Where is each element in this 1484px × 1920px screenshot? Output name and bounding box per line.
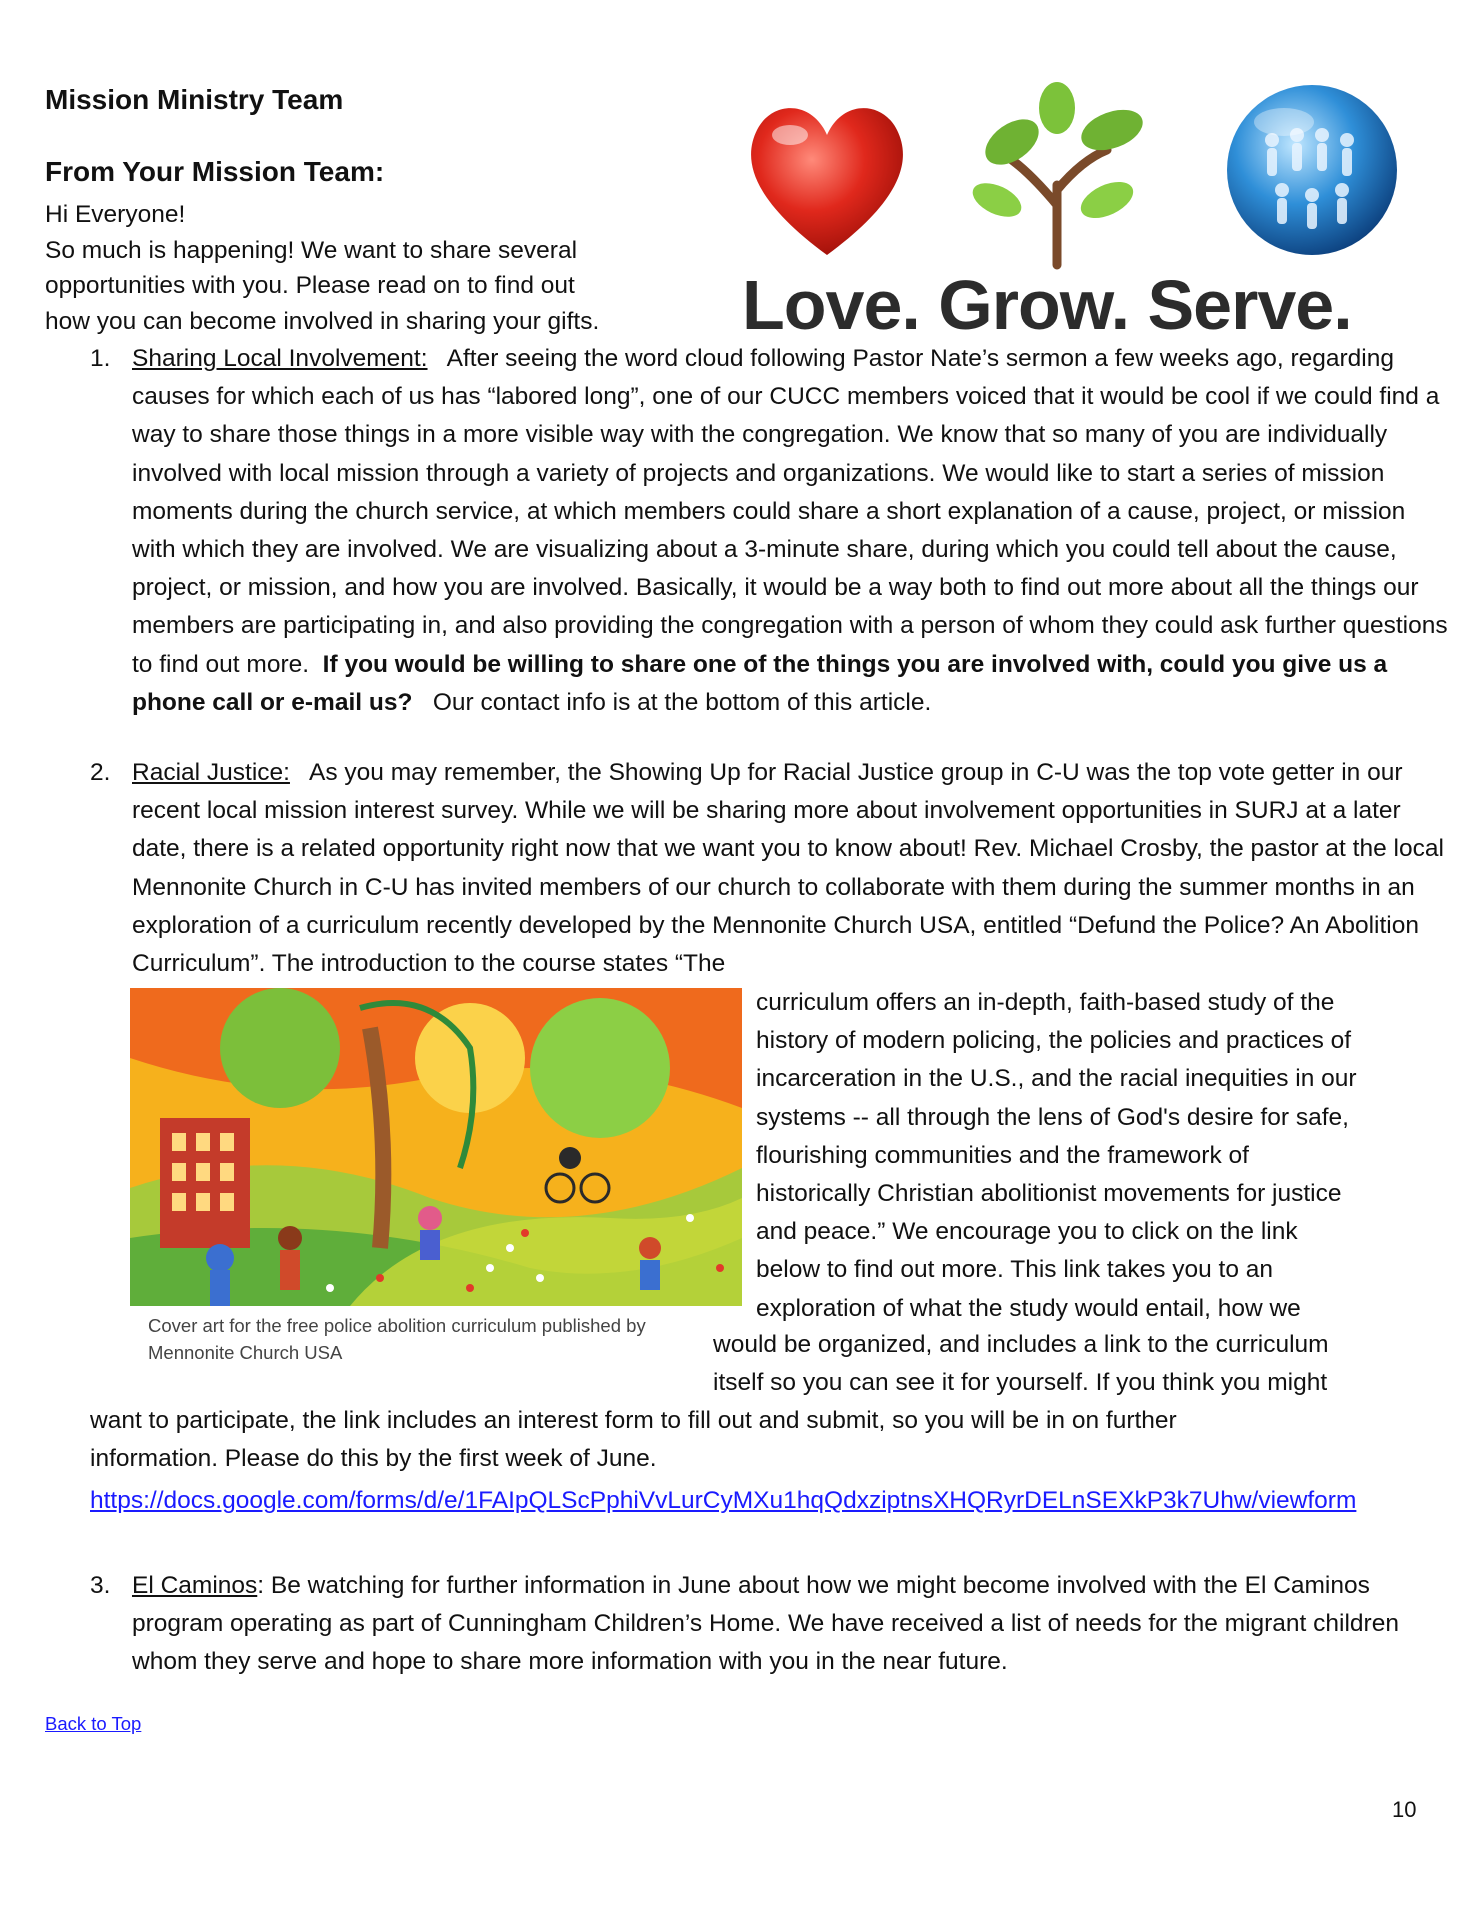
- wrapped-line: want to participate, the link includes an interest form to fill out and submit, so you will be in on further: [90, 1407, 1177, 1434]
- banner-icons: [712, 80, 1402, 270]
- wrapped-text-block: [713, 1326, 1453, 1402]
- wrapped-line: and peace.” We encourage you to click on the link: [756, 1218, 1298, 1246]
- item-tail: Our contact info is at the bottom of this article.: [432, 688, 932, 716]
- team-subheading: From Your Mission Team:: [45, 156, 385, 187]
- wrapped-text-block: [90, 1402, 1450, 1478]
- wrapped-line: historically Christian abolitionist movements for justice: [756, 1180, 1342, 1208]
- interest-form-link[interactable]: https://docs.google.com/forms/d/e/1FAIpQLScPphiVvLurCyMXu1hqQdxziptnsXHQRyrDELnSEXkP3k7Uhw/viewform: [90, 1487, 1357, 1514]
- list-item: [90, 754, 1450, 983]
- back-to-top-link[interactable]: Back to Top: [45, 1713, 142, 1734]
- item-content: [132, 1567, 1450, 1682]
- wrapped-line: information. Please do this by the first week of June.: [90, 1445, 657, 1473]
- sprout-icon: [968, 82, 1149, 265]
- item-text: : Be watching for further information in June about how we might become involved with the El Caminos program operating as part of Cunningham Children’s Home. We have received a list of needs for the migrant children whom they serve and hope to share more information with you in the near future.: [132, 1572, 1399, 1676]
- intro-paragraph: [45, 197, 685, 339]
- item-text: As you may remember, the Showing Up for Racial Justice group in C-U was the top vote getter in our recent local mission interest survey. While we will be sharing more about involvement opportunities in SURJ at a later date, there is a related opportunity right now that we want you to know about! Rev. Michael Crosby, the pastor at the local Mennonite Church in C-U has invited members of our church to collaborate with them during the summer months in an exploration of a curriculum recently developed by the Mennonite Church USA, entitled “Defund the Police? An Abolition Curriculum”. The introduction to the course states “The: [132, 759, 1444, 978]
- list-item: [90, 340, 1450, 722]
- wrapped-line: history of modern policing, the policies and practices of: [756, 1027, 1352, 1055]
- intro-line: how you can become involved in sharing your gifts.: [45, 307, 600, 335]
- wrapped-line: exploration of what the study would entail, how we: [756, 1294, 1301, 1322]
- wrapped-line: flourishing communities and the framework of: [756, 1141, 1249, 1169]
- image-caption: Cover art for the free police abolition curriculum published by Mennonite Church USA: [148, 1315, 646, 1363]
- wrapped-line: incarceration in the U.S., and the racial inequities in our: [756, 1065, 1357, 1093]
- item-title: Racial Justice:: [132, 759, 290, 786]
- page-number: 10: [1392, 1797, 1417, 1822]
- item-number: 2.: [90, 759, 111, 786]
- wrapped-line: would be organized, and includes a link to the curriculum: [713, 1331, 1329, 1358]
- wrapped-text-block: [756, 984, 1456, 1328]
- wrapped-line: itself so you can see it for yourself. If you think you might: [713, 1369, 1328, 1397]
- item-title: Sharing Local Involvement:: [132, 345, 428, 372]
- globe-people-icon: [1227, 85, 1397, 255]
- wrapped-line: systems -- all through the lens of God's desire for safe,: [756, 1103, 1349, 1131]
- heart-icon: [751, 108, 903, 255]
- item-number: 3.: [90, 1572, 111, 1599]
- item-content: [132, 340, 1450, 722]
- item-content: [132, 754, 1450, 983]
- love-grow-serve-banner: [712, 80, 1402, 344]
- list-item: [90, 1567, 1450, 1682]
- intro-line: So much is happening! We want to share several: [45, 236, 578, 264]
- item-title: El Caminos: [132, 1572, 258, 1599]
- item-number: 1.: [90, 345, 111, 372]
- banner-tagline: Love. Grow. Serve.: [742, 266, 1352, 344]
- intro-line: Hi Everyone!: [45, 201, 186, 228]
- curriculum-cover-art: [130, 988, 742, 1306]
- section-heading: Mission Ministry Team: [45, 84, 344, 115]
- item-bold-request: If you would be willing to share one of the things you are involved with, could you give us a phone call or e-mail us?: [132, 650, 1388, 716]
- intro-line: opportunities with you. Please read on to find out: [45, 272, 575, 299]
- cover-art-illustration: [130, 988, 742, 1306]
- wrapped-line: below to find out more. This link takes you to an: [756, 1256, 1274, 1284]
- wrapped-line: curriculum offers an in-depth, faith-based study of the: [756, 989, 1335, 1016]
- item-text: After seeing the word cloud following Pastor Nate’s sermon a few weeks ago, regarding causes for which each of us has “labored long”, one of our CUCC members voiced that it would be cool if we could find a way to share those things in a more visible way with the congregation. We know that so many of you are individually involved with local mission through a variety of projects and organizations. We would like to start a series of mission moments during the church service, at which members could share a short explanation of a cause, project, or mission with which they are involved. We are visualizing about a 3-minute share, during which you could tell about the cause, project, or mission, and how you are involved. Basically, it would be a way both to find out more about all the things our members are participating in, and also providing the congregation with a person of whom they could ask further questions to find out more.: [132, 345, 1448, 678]
